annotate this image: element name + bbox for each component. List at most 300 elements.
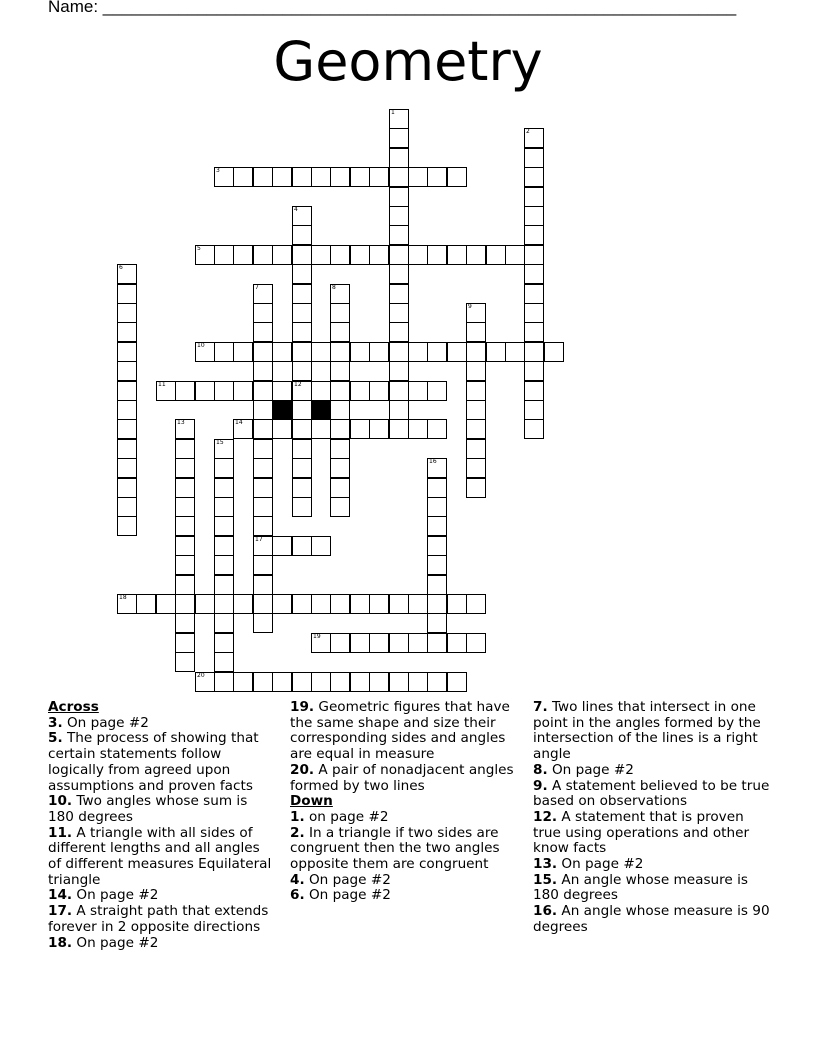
grid-cell[interactable] — [195, 672, 215, 692]
grid-cell[interactable] — [117, 497, 137, 517]
grid-cell[interactable] — [292, 361, 312, 381]
clue-text: A straight path that extends forever in 2 opposite directions — [48, 903, 269, 935]
grid-cell[interactable] — [350, 594, 370, 614]
clue-number: 13. — [533, 856, 558, 873]
grid-cell[interactable] — [292, 245, 312, 265]
grid-cell[interactable] — [350, 672, 370, 692]
grid-cell[interactable] — [214, 613, 234, 633]
grid-cell[interactable] — [292, 167, 312, 187]
grid-cell[interactable] — [350, 245, 370, 265]
grid-cell[interactable] — [466, 478, 486, 498]
grid-cell[interactable] — [330, 439, 350, 459]
clue-3 — [48, 716, 273, 732]
grid-cell[interactable] — [427, 633, 447, 653]
grid-cell[interactable] — [427, 497, 447, 517]
grid-cell[interactable] — [156, 594, 176, 614]
grid-cell[interactable] — [369, 672, 389, 692]
cell-number: 8 — [332, 284, 336, 291]
grid-cell[interactable] — [524, 419, 544, 439]
clues-column-2 — [290, 700, 515, 904]
grid-cell[interactable] — [175, 381, 195, 401]
grid-cell[interactable] — [292, 672, 312, 692]
grid-cell[interactable] — [253, 284, 273, 304]
grid-cell[interactable] — [117, 439, 137, 459]
grid-cell[interactable] — [272, 342, 292, 362]
grid-cell[interactable] — [272, 245, 292, 265]
clue-text: The process of showing that certain statements follow logically from agreed upon assumptions and proven facts — [48, 730, 259, 794]
clue-number: 15. — [533, 871, 558, 888]
grid-cell[interactable] — [253, 439, 273, 459]
grid-cell[interactable] — [253, 167, 273, 187]
grid-cell[interactable] — [292, 594, 312, 614]
grid-cell[interactable] — [292, 381, 312, 401]
grid-cell[interactable] — [253, 613, 273, 633]
grid-cell[interactable] — [117, 264, 137, 284]
grid-cell[interactable] — [253, 458, 273, 478]
grid-cell[interactable] — [466, 381, 486, 401]
grid-cell[interactable] — [292, 322, 312, 342]
grid-cell[interactable] — [311, 245, 331, 265]
grid-cell[interactable] — [524, 206, 544, 226]
grid-cell[interactable] — [117, 594, 137, 614]
grid-cell[interactable] — [389, 206, 409, 226]
grid-cell[interactable] — [524, 245, 544, 265]
grid-cell[interactable] — [292, 458, 312, 478]
grid-cell[interactable] — [447, 245, 467, 265]
grid-cell[interactable] — [117, 303, 137, 323]
grid-cell[interactable] — [214, 478, 234, 498]
grid-cell[interactable] — [389, 322, 409, 342]
grid-cell[interactable] — [330, 478, 350, 498]
clue-number: 9. — [533, 777, 548, 794]
cell-number: 13 — [177, 419, 185, 426]
clue-text: On page #2 — [557, 856, 644, 873]
grid-cell[interactable] — [389, 672, 409, 692]
grid-cell[interactable] — [389, 148, 409, 168]
cell-number: 20 — [197, 672, 205, 679]
grid-cell[interactable] — [311, 167, 331, 187]
grid-cell[interactable] — [311, 381, 331, 401]
name-field-label[interactable]: Name: ___________________________________________________________________ — [48, 0, 737, 16]
grid-cell[interactable] — [175, 419, 195, 439]
grid-cell[interactable] — [408, 167, 428, 187]
grid-cell[interactable] — [175, 652, 195, 672]
cell-number: 18 — [119, 594, 127, 601]
grid-cell[interactable] — [389, 264, 409, 284]
grid-cell[interactable] — [330, 633, 350, 653]
black-cell — [272, 400, 292, 420]
grid-cell[interactable] — [214, 245, 234, 265]
black-cell — [311, 400, 331, 420]
grid-cell[interactable] — [253, 381, 273, 401]
grid-cell[interactable] — [272, 594, 292, 614]
clue-5 — [48, 731, 273, 794]
grid-cell[interactable] — [524, 381, 544, 401]
cell-number: 19 — [313, 633, 321, 640]
grid-cell[interactable] — [292, 439, 312, 459]
cell-number: 7 — [255, 284, 259, 291]
grid-cell[interactable] — [253, 322, 273, 342]
grid-cell[interactable] — [175, 594, 195, 614]
grid-cell[interactable] — [466, 342, 486, 362]
grid-cell[interactable] — [272, 167, 292, 187]
grid-cell[interactable] — [486, 342, 506, 362]
grid-cell[interactable] — [427, 555, 447, 575]
grid-cell[interactable] — [544, 342, 564, 362]
grid-cell[interactable] — [233, 594, 253, 614]
cell-number: 12 — [294, 381, 302, 388]
grid-cell[interactable] — [369, 633, 389, 653]
grid-cell[interactable] — [524, 148, 544, 168]
grid-cell[interactable] — [330, 284, 350, 304]
grid-cell[interactable] — [214, 633, 234, 653]
grid-cell[interactable] — [253, 419, 273, 439]
grid-cell[interactable] — [427, 613, 447, 633]
grid-cell[interactable] — [447, 167, 467, 187]
grid-cell[interactable] — [389, 633, 409, 653]
clue-17 — [48, 904, 273, 935]
grid-cell[interactable] — [117, 342, 137, 362]
clue-19 — [290, 700, 515, 763]
grid-cell[interactable] — [311, 342, 331, 362]
grid-cell[interactable] — [175, 516, 195, 536]
clue-text: On page #2 — [304, 887, 391, 904]
grid-cell[interactable] — [311, 672, 331, 692]
clues-column-1 — [48, 700, 273, 951]
grid-cell[interactable] — [233, 167, 253, 187]
grid-cell[interactable] — [369, 167, 389, 187]
grid-cell[interactable] — [117, 419, 137, 439]
down-heading: Down — [290, 793, 333, 810]
clue-text: Two lines that intersect in one point in the angles formed by the intersection of the lines is a right angle — [533, 699, 761, 763]
grid-cell[interactable] — [427, 536, 447, 556]
grid-cell[interactable] — [214, 497, 234, 517]
grid-cell[interactable] — [253, 594, 273, 614]
cell-number: 2 — [526, 128, 530, 135]
grid-cell[interactable] — [214, 167, 234, 187]
grid-cell[interactable] — [214, 594, 234, 614]
grid-cell[interactable] — [427, 381, 447, 401]
grid-cell[interactable] — [330, 458, 350, 478]
grid-cell[interactable] — [408, 342, 428, 362]
clue-number: 3. — [48, 714, 63, 731]
grid-cell[interactable] — [350, 342, 370, 362]
grid-cell[interactable] — [292, 400, 312, 420]
grid-cell[interactable] — [156, 381, 176, 401]
grid-cell[interactable] — [253, 400, 273, 420]
clue-number: 4. — [290, 871, 305, 888]
grid-cell[interactable] — [330, 361, 350, 381]
clue-text: An angle whose measure is 90 degrees — [533, 903, 770, 935]
clue-text: A statement that is proven true using operations and other know facts — [533, 808, 750, 857]
grid-cell[interactable] — [466, 419, 486, 439]
grid-cell[interactable] — [447, 672, 467, 692]
grid-cell[interactable] — [350, 419, 370, 439]
grid-cell[interactable] — [389, 245, 409, 265]
clue-18 — [48, 936, 273, 952]
grid-cell[interactable] — [214, 381, 234, 401]
clue-text: On page #2 — [62, 714, 149, 731]
grid-cell[interactable] — [233, 245, 253, 265]
grid-cell[interactable] — [195, 381, 215, 401]
grid-cell[interactable] — [195, 342, 215, 362]
clue-4 — [290, 873, 515, 889]
grid-cell[interactable] — [292, 284, 312, 304]
grid-cell[interactable] — [253, 536, 273, 556]
cell-number: 14 — [235, 419, 243, 426]
grid-cell[interactable] — [389, 381, 409, 401]
grid-cell[interactable] — [330, 419, 350, 439]
grid-cell[interactable] — [311, 633, 331, 653]
grid-cell[interactable] — [175, 613, 195, 633]
clue-number: 14. — [48, 887, 73, 904]
grid-cell[interactable] — [524, 284, 544, 304]
grid-cell[interactable] — [369, 381, 389, 401]
grid-cell[interactable] — [214, 575, 234, 595]
clue-14 — [48, 888, 273, 904]
grid-cell[interactable] — [136, 594, 156, 614]
grid-cell[interactable] — [427, 245, 447, 265]
grid-cell[interactable] — [175, 575, 195, 595]
grid-cell[interactable] — [214, 555, 234, 575]
grid-cell[interactable] — [505, 342, 525, 362]
grid-cell[interactable] — [117, 322, 137, 342]
clue-number: 5. — [48, 730, 63, 747]
grid-cell[interactable] — [253, 672, 273, 692]
clues-column-3 — [533, 700, 773, 936]
grid-cell[interactable] — [195, 245, 215, 265]
grid-cell[interactable] — [408, 381, 428, 401]
clue-15 — [533, 873, 773, 904]
grid-cell[interactable] — [233, 672, 253, 692]
grid-cell[interactable] — [427, 672, 447, 692]
grid-cell[interactable] — [195, 594, 215, 614]
clue-text: An angle whose measure is 180 degrees — [533, 871, 748, 904]
clue-6 — [290, 888, 515, 904]
grid-cell[interactable] — [389, 361, 409, 381]
grid-cell[interactable] — [350, 381, 370, 401]
clue-number: 2. — [290, 824, 305, 841]
grid-cell[interactable] — [427, 575, 447, 595]
grid-cell[interactable] — [311, 536, 331, 556]
grid-cell[interactable] — [214, 672, 234, 692]
grid-cell[interactable] — [389, 225, 409, 245]
cell-number: 1 — [391, 109, 395, 116]
grid-cell[interactable] — [389, 109, 409, 129]
grid-cell[interactable] — [214, 652, 234, 672]
grid-cell[interactable] — [117, 478, 137, 498]
grid-cell[interactable] — [117, 381, 137, 401]
grid-cell[interactable] — [117, 361, 137, 381]
grid-cell[interactable] — [292, 419, 312, 439]
cell-number: 17 — [255, 536, 263, 543]
grid-cell[interactable] — [369, 594, 389, 614]
grid-cell[interactable] — [466, 594, 486, 614]
grid-cell[interactable] — [466, 361, 486, 381]
grid-cell[interactable] — [524, 264, 544, 284]
clue-text: A triangle with all sides of different lengths and all angles of different measures Equilateral triangle — [48, 824, 272, 888]
grid-cell[interactable] — [175, 497, 195, 517]
clue-number: 8. — [533, 761, 548, 778]
grid-cell[interactable] — [292, 206, 312, 226]
grid-cell[interactable] — [505, 245, 525, 265]
grid-cell[interactable] — [427, 458, 447, 478]
grid-cell[interactable] — [214, 342, 234, 362]
clue-text: Geometric figures that have the same shape and size their corresponding sides and angles are equal in measure — [290, 699, 510, 763]
grid-cell[interactable] — [272, 381, 292, 401]
grid-cell[interactable] — [466, 439, 486, 459]
grid-cell[interactable] — [408, 419, 428, 439]
grid-cell[interactable] — [330, 322, 350, 342]
grid-cell[interactable] — [253, 245, 273, 265]
grid-cell[interactable] — [524, 322, 544, 342]
grid-cell[interactable] — [408, 633, 428, 653]
grid-cell[interactable] — [292, 478, 312, 498]
grid-cell[interactable] — [524, 400, 544, 420]
grid-cell[interactable] — [175, 633, 195, 653]
grid-cell[interactable] — [175, 555, 195, 575]
grid-cell[interactable] — [350, 167, 370, 187]
grid-cell[interactable] — [466, 633, 486, 653]
grid-cell[interactable] — [330, 400, 350, 420]
grid-cell[interactable] — [427, 478, 447, 498]
grid-cell[interactable] — [427, 516, 447, 536]
grid-cell[interactable] — [272, 672, 292, 692]
grid-cell[interactable] — [292, 264, 312, 284]
grid-cell[interactable] — [292, 536, 312, 556]
grid-cell[interactable] — [117, 400, 137, 420]
grid-cell[interactable] — [524, 361, 544, 381]
grid-cell[interactable] — [330, 342, 350, 362]
clue-20 — [290, 763, 515, 794]
grid-cell[interactable] — [214, 439, 234, 459]
grid-cell[interactable] — [175, 478, 195, 498]
grid-cell[interactable] — [389, 342, 409, 362]
grid-cell[interactable] — [524, 303, 544, 323]
grid-cell[interactable] — [427, 419, 447, 439]
grid-cell[interactable] — [253, 478, 273, 498]
grid-cell[interactable] — [389, 187, 409, 207]
grid-cell[interactable] — [524, 342, 544, 362]
grid-cell[interactable] — [389, 303, 409, 323]
grid-cell[interactable] — [466, 322, 486, 342]
grid-cell[interactable] — [447, 342, 467, 362]
grid-cell[interactable] — [214, 458, 234, 478]
cell-number: 6 — [119, 264, 123, 271]
grid-cell[interactable] — [253, 361, 273, 381]
clue-12 — [533, 810, 773, 857]
grid-cell[interactable] — [389, 167, 409, 187]
grid-cell[interactable] — [524, 167, 544, 187]
clue-number: 18. — [48, 934, 73, 951]
grid-cell[interactable] — [524, 225, 544, 245]
grid-cell[interactable] — [330, 303, 350, 323]
grid-cell[interactable] — [369, 342, 389, 362]
grid-cell[interactable] — [330, 381, 350, 401]
grid-cell[interactable] — [292, 225, 312, 245]
grid-cell[interactable] — [330, 672, 350, 692]
clue-2 — [290, 826, 515, 873]
grid-cell[interactable] — [389, 419, 409, 439]
clue-number: 10. — [48, 793, 73, 810]
grid-cell[interactable] — [389, 284, 409, 304]
grid-cell[interactable] — [175, 439, 195, 459]
grid-cell[interactable] — [117, 284, 137, 304]
clue-text: Two angles whose sum is 180 degrees — [48, 793, 248, 825]
grid-cell[interactable] — [253, 303, 273, 323]
grid-cell[interactable] — [466, 303, 486, 323]
grid-cell[interactable] — [253, 342, 273, 362]
grid-cell[interactable] — [292, 303, 312, 323]
grid-cell[interactable] — [233, 342, 253, 362]
grid-cell[interactable] — [369, 419, 389, 439]
grid-cell[interactable] — [408, 672, 428, 692]
grid-cell[interactable] — [389, 400, 409, 420]
grid-cell[interactable] — [272, 536, 292, 556]
grid-cell[interactable] — [408, 594, 428, 614]
grid-cell[interactable] — [175, 458, 195, 478]
grid-cell[interactable] — [408, 245, 428, 265]
grid-cell[interactable] — [486, 245, 506, 265]
grid-cell[interactable] — [524, 187, 544, 207]
grid-cell[interactable] — [447, 633, 467, 653]
grid-cell[interactable] — [175, 536, 195, 556]
grid-cell[interactable] — [311, 419, 331, 439]
grid-cell[interactable] — [253, 497, 273, 517]
grid-cell[interactable] — [272, 419, 292, 439]
grid-cell[interactable] — [233, 381, 253, 401]
grid-cell[interactable] — [389, 594, 409, 614]
cell-number: 15 — [216, 439, 224, 446]
clue-number: 6. — [290, 887, 305, 904]
grid-cell[interactable] — [427, 594, 447, 614]
grid-cell[interactable] — [350, 633, 370, 653]
grid-cell[interactable] — [253, 555, 273, 575]
cell-number: 11 — [158, 381, 166, 388]
grid-cell[interactable] — [233, 419, 253, 439]
grid-cell[interactable] — [330, 245, 350, 265]
clue-number: 19. — [290, 699, 315, 715]
grid-cell[interactable] — [311, 594, 331, 614]
grid-cell[interactable] — [292, 342, 312, 362]
grid-cell[interactable] — [427, 167, 447, 187]
clue-1 — [290, 810, 515, 826]
cell-number: 10 — [197, 342, 205, 349]
grid-cell[interactable] — [330, 497, 350, 517]
grid-cell[interactable] — [214, 536, 234, 556]
grid-cell[interactable] — [214, 516, 234, 536]
clue-7 — [533, 700, 773, 763]
grid-cell[interactable] — [466, 458, 486, 478]
grid-cell[interactable] — [466, 400, 486, 420]
clue-number: 1. — [290, 808, 305, 825]
grid-cell[interactable] — [389, 128, 409, 148]
grid-cell[interactable] — [369, 245, 389, 265]
grid-cell[interactable] — [330, 594, 350, 614]
grid-cell[interactable] — [330, 167, 350, 187]
grid-cell[interactable] — [117, 458, 137, 478]
clue-8 — [533, 763, 773, 779]
grid-cell[interactable] — [427, 342, 447, 362]
grid-cell[interactable] — [292, 497, 312, 517]
grid-cell[interactable] — [524, 128, 544, 148]
grid-cell[interactable] — [253, 575, 273, 595]
clue-11 — [48, 826, 273, 889]
grid-cell[interactable] — [447, 594, 467, 614]
grid-cell[interactable] — [466, 245, 486, 265]
grid-cell[interactable] — [253, 516, 273, 536]
grid-cell[interactable] — [117, 516, 137, 536]
